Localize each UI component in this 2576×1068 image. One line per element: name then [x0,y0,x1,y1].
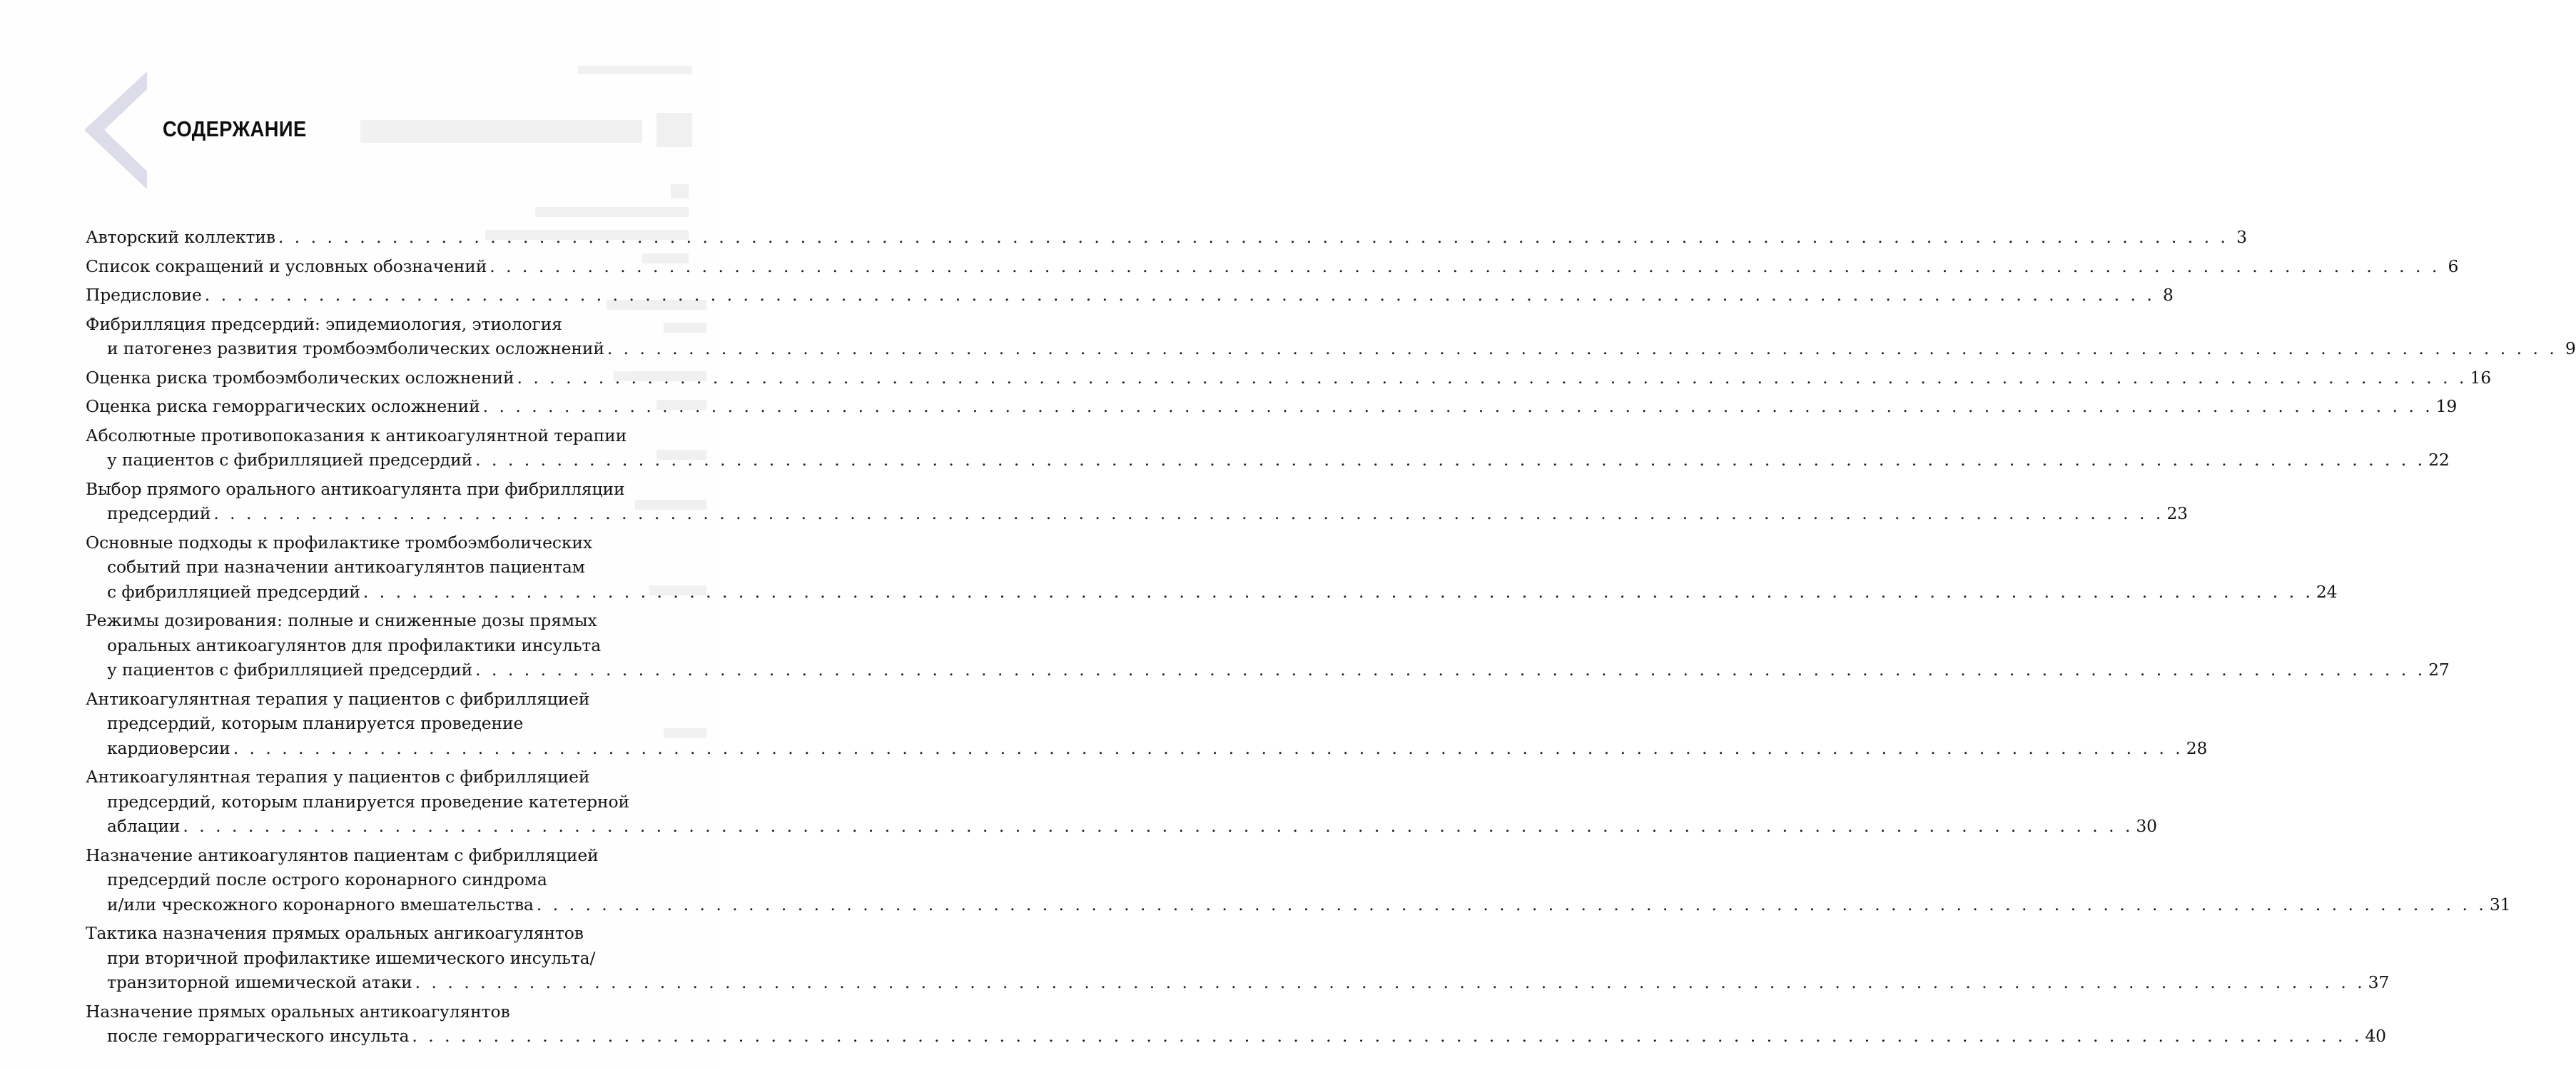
toc-entry-title: и патогенез развития тромбоэмболических осложнений [107,338,604,358]
toc-page-number: 31 [2489,894,2511,915]
toc-entry-title-line: Основные подходы к профилактике тромбоэмболических [86,532,592,553]
dot-leader: . . . . . . . . . . . . . . . . . . . . . . . . . . . . . . . . . . . . . . . . . . . . . . . . . . . . . . . . . . . . . . . . . . . . . . . . . . . . . . . . . . . . . . . . . . . . . . . . . . . . . . . . . . . . . . . . . . . . . . . . [415,972,2365,992]
toc-entry-title-line: событий при назначении антикоагулянтов пациентам [107,557,585,577]
toc-entry-title-line: Антикоагулянтная терапия у пациентов с фибрилляцией [86,688,590,709]
toc-entry-last-line [86,283,2174,308]
toc-page-number: 30 [2136,816,2157,836]
toc-entry [86,843,2511,917]
dot-leader: . . . . . . . . . . . . . . . . . . . . . . . . . . . . . . . . . . . . . . . . . . . . . . . . . . . . . . . . . . . . . . . . . . . . . . . . . . . . . . . . . . . . . . . . . . . . . . . . . . . . . . . . . . . . . . . . . . . . . . . . [204,285,2155,305]
toc-page-number: 9 [2565,338,2576,358]
toc-page-number: 16 [2470,367,2492,388]
toc-entry-title-line: Выбор прямого орального антикоагулянта при фибрилляции [86,478,625,499]
toc-entry [86,477,2188,526]
toc-page-number: 19 [2435,396,2458,416]
toc-entry-title-line: предсердий после острого коронарного синдрома [107,870,547,890]
dot-leader: . . . . . . . . . . . . . . . . . . . . . . . . . . . . . . . . . . . . . . . . . . . . . . . . . . . . . . . . . . . . . . . . . . . . . . . . . . . . . . . . . . . . . . . . . . . . . . . . . . . . . . . . . . . . . . . . . . . . . . . . [536,894,2487,915]
toc-entry-title-line: при вторичной профилактике ишемического инсульта/ [107,947,596,968]
toc-entry-last-line [86,394,2458,419]
toc-entry-title: Список сокращений и условных обозначений [86,256,487,276]
toc-entry-title: Оценка риска геморрагических осложнений [86,396,480,416]
dot-leader: . . . . . . . . . . . . . . . . . . . . . . . . . . . . . . . . . . . . . . . . . . . . . . . . . . . . . . . . . . . . . . . . . . . . . . . . . . . . . . . . . . . . . . . . . . . . . . . . . . . . . . . . . . . . . . . . . . . . . . . . [412,1026,2363,1046]
table-of-contents [86,225,2576,1053]
toc-entry-title-line: предсердий, которым планируется проведение [107,713,524,733]
dot-leader: . . . . . . . . . . . . . . . . . . . . . . . . . . . . . . . . . . . . . . . . . . . . . . . . . . . . . . . . . . . . . . . . . . . . . . . . . . . . . . . . . . . . . . . . . . . . . . . . . . . . . . . . . . . . . . . . . . . . . . . . [517,367,2468,388]
toc-entry-last-line [86,814,2157,839]
toc-entry-title-line: Антикоагулянтная терапия у пациентов с фибрилляцией [86,767,590,787]
dot-leader: . . . . . . . . . . . . . . . . . . . . . . . . . . . . . . . . . . . . . . . . . . . . . . . . . . . . . . . . . . . . . . . . . . . . . . . . . . . . . . . . . . . . . . . . . . . . . . . . . . . . . . . . . . . . . . . . . . . . . . . . [475,660,2426,680]
toc-entry [86,687,2208,761]
toc-entry [86,225,2247,250]
toc-entry [86,312,2576,361]
toc-page-number: 3 [2236,227,2247,247]
dot-leader: . . . . . . . . . . . . . . . . . . . . . . . . . . . . . . . . . . . . . . . . . . . . . . . . . . . . . . . . . . . . . . . . . . . . . . . . . . . . . . . . . . . . . . . . . . . . . . . . . . . . . . . . . . . . . . . . . . . . . . . . [278,227,2228,247]
toc-entry-last-line [86,225,2247,250]
toc-entry-title-line: Назначение прямых оральных антикоагулянтов [86,1001,510,1022]
toc-entry-title: Оценка риска тромбоэмболических осложнений [86,367,514,388]
toc-entry [86,765,2157,839]
toc-entry-title: транзиторной ишемической атаки [107,972,412,992]
toc-entry-last-line [86,736,2208,761]
chevron-decoration-icon [84,71,152,189]
toc-entry [86,366,2492,391]
dot-leader: . . . . . . . . . . . . . . . . . . . . . . . . . . . . . . . . . . . . . . . . . . . . . . . . . . . . . . . . . . . . . . . . . . . . . . . . . . . . . . . . . . . . . . . . . . . . . . . . . . . . . . . . . . . . . . . . . . . . . . . . [233,737,2184,758]
toc-entry-last-line [86,970,2390,995]
toc-entry-title: кардиоверсии [107,737,230,758]
dot-leader: . . . . . . . . . . . . . . . . . . . . . . . . . . . . . . . . . . . . . . . . . . . . . . . . . . . . . . . . . . . . . . . . . . . . . . . . . . . . . . . . . . . . . . . . . . . . . . . . . . . . . . . . . . . . . . . . . . . . . . . . [183,816,2134,836]
toc-entry-last-line [86,254,2459,279]
toc-entry-last-line [86,448,2450,473]
toc-entry [86,921,2390,995]
toc-entry-title: с фибрилляцией предсердий [107,581,360,602]
toc-entry-title: аблации [107,816,181,836]
toc-entry-last-line [86,1024,2386,1049]
toc-entry-title-line: Режимы дозирования: полные и сниженные дозы прямых [86,610,597,630]
toc-entry-title: у пациентов с фибрилляцией предсердий [107,450,473,470]
toc-entry-last-line [86,658,2450,682]
page-title: СОДЕРЖАНИЕ [163,116,307,141]
toc-entry-last-line [86,892,2511,917]
toc-entry-last-line [86,366,2492,391]
toc-page-number: 24 [2316,581,2338,602]
toc-entry [86,608,2450,682]
toc-entry-title: у пациентов с фибрилляцией предсердий [107,660,473,680]
dot-leader: . . . . . . . . . . . . . . . . . . . . . . . . . . . . . . . . . . . . . . . . . . . . . . . . . . . . . . . . . . . . . . . . . . . . . . . . . . . . . . . . . . . . . . . . . . . . . . . . . . . . . . . . . . . . . . . . . . . . . . . . [607,338,2557,358]
toc-entry-last-line [86,580,2338,605]
toc-entry-title: Предисловие [86,285,202,305]
dot-leader: . . . . . . . . . . . . . . . . . . . . . . . . . . . . . . . . . . . . . . . . . . . . . . . . . . . . . . . . . . . . . . . . . . . . . . . . . . . . . . . . . . . . . . . . . . . . . . . . . . . . . . . . . . . . . . . . . . . . . . . . [213,503,2164,523]
toc-entry [86,283,2174,308]
toc-entry [86,999,2386,1049]
toc-page-number: 23 [2166,503,2188,523]
toc-entry-title: Авторский коллектив [86,227,275,247]
toc-entry [86,394,2458,419]
toc-page-number: 28 [2186,737,2208,758]
toc-entry-title-line: Тактика назначения прямых оральных ангикоагулянтов [86,923,584,943]
toc-page-number: 37 [2368,972,2390,992]
dot-leader: . . . . . . . . . . . . . . . . . . . . . . . . . . . . . . . . . . . . . . . . . . . . . . . . . . . . . . . . . . . . . . . . . . . . . . . . . . . . . . . . . . . . . . . . . . . . . . . . . . . . . . . . . . . . . . . . . . . . . . . . [475,450,2426,470]
toc-entry-title-line: оральных антикоагулянтов для профилактики инсульта [107,635,602,655]
toc-entry-title: и/или чрескожного коронарного вмешательства [107,894,534,915]
toc-page-number: 40 [2365,1026,2386,1046]
toc-entry-last-line [86,501,2188,526]
toc-page-number: 6 [2448,256,2459,276]
toc-entry-title-line: Назначение антикоагулянтов пациентам с фибрилляцией [86,845,599,865]
toc-entry [86,530,2338,605]
toc-entry [86,254,2459,279]
toc-entry [86,423,2450,473]
toc-page-number: 22 [2428,450,2450,470]
toc-entry-title-line: Абсолютные противопоказания к антикоагулянтной терапии [86,425,627,445]
toc-entry-title: предсердий [107,503,211,523]
toc-page-number: 8 [2162,285,2174,305]
toc-entry-title-line: Фибрилляция предсердий: эпидемиология, этиология [86,313,562,334]
toc-entry-last-line [86,336,2576,361]
toc-entry-title-line: предсердий, которым планируется проведение катетерной [107,791,629,812]
toc-page-number: 27 [2428,660,2450,680]
dot-leader: . . . . . . . . . . . . . . . . . . . . . . . . . . . . . . . . . . . . . . . . . . . . . . . . . . . . . . . . . . . . . . . . . . . . . . . . . . . . . . . . . . . . . . . . . . . . . . . . . . . . . . . . . . . . . . . . . . . . . . . . [490,256,2440,276]
dot-leader: . . . . . . . . . . . . . . . . . . . . . . . . . . . . . . . . . . . . . . . . . . . . . . . . . . . . . . . . . . . . . . . . . . . . . . . . . . . . . . . . . . . . . . . . . . . . . . . . . . . . . . . . . . . . . . . . . . . . . . . . [362,581,2313,602]
toc-entry-title: после геморрагического инсульта [107,1026,410,1046]
dot-leader: . . . . . . . . . . . . . . . . . . . . . . . . . . . . . . . . . . . . . . . . . . . . . . . . . . . . . . . . . . . . . . . . . . . . . . . . . . . . . . . . . . . . . . . . . . . . . . . . . . . . . . . . . . . . . . . . . . . . . . . . [482,396,2433,416]
